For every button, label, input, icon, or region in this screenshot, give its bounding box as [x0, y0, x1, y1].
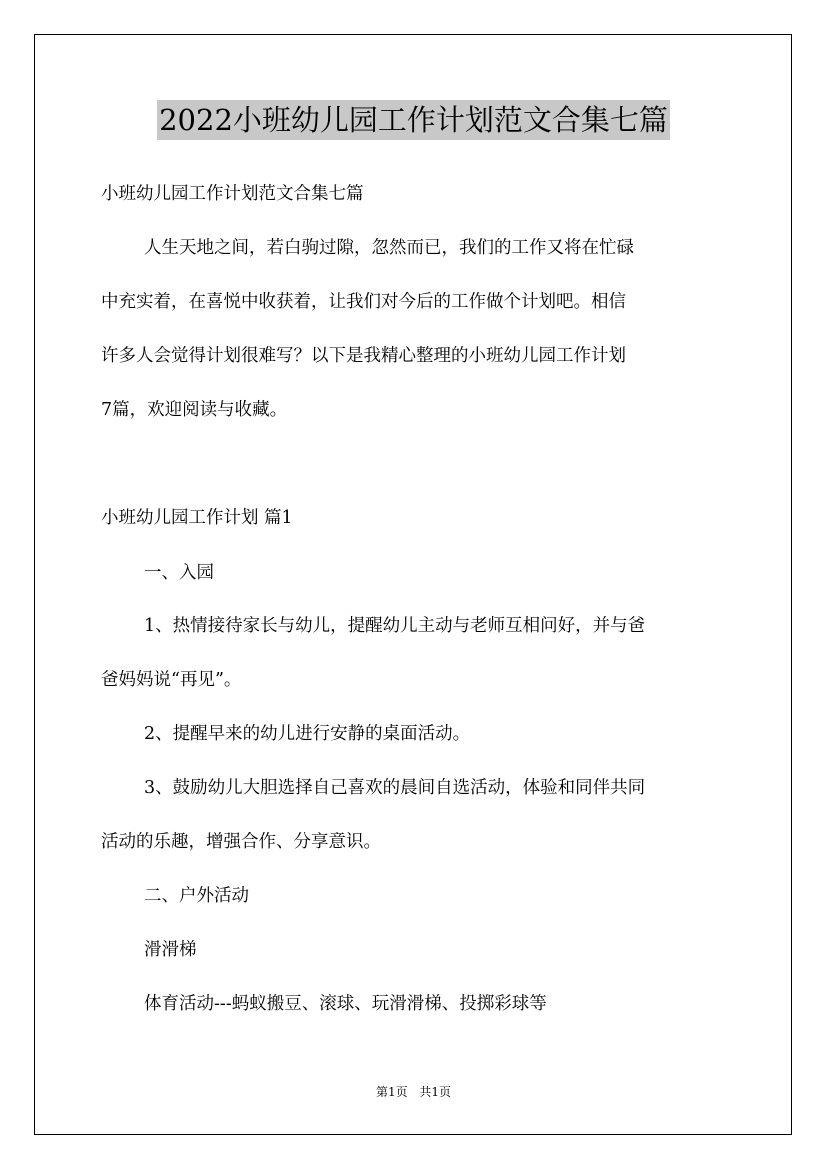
paragraph-line: 中充实着，在喜悦中收获着，让我们对今后的工作做个计划吧。相信	[101, 292, 626, 312]
section-heading: 小班幼儿园工作计划 篇1	[101, 508, 293, 528]
subtitle-line: 小班幼儿园工作计划范文合集七篇	[101, 184, 364, 204]
page-number-total: 共1页	[419, 1085, 452, 1099]
paragraph-line: 3、鼓励幼儿大胆选择自己喜欢的晨间自选活动，体验和同伴共同	[144, 778, 646, 798]
paragraph-line: 爸妈妈说“再见”。	[101, 670, 242, 690]
paragraph-line: 2、提醒早来的幼儿进行安静的桌面活动。	[144, 724, 471, 744]
subsection-heading: 一、入园	[144, 563, 214, 583]
paragraph-line: 活动的乐趣，增强合作、分享意识。	[101, 832, 381, 852]
paragraph-line: 体育活动---蚂蚁搬豆、滚球、玩滑滑梯、投掷彩球等	[144, 994, 547, 1014]
page-number-current: 第1页	[375, 1085, 408, 1099]
document-title: 2022小班幼儿园工作计划范文合集七篇	[157, 100, 670, 140]
paragraph-line: 滑滑梯	[144, 940, 197, 960]
subsection-heading: 二、户外活动	[144, 886, 249, 906]
paragraph-line: 7篇，欢迎阅读与收藏。	[101, 400, 288, 420]
paragraph-line: 许多人会觉得计划很难写？以下是我精心整理的小班幼儿园工作计划	[101, 346, 626, 366]
page-footer	[0, 1084, 827, 1100]
title-container	[0, 100, 827, 140]
paragraph-line: 1、热情接待家长与幼儿，提醒幼儿主动与老师互相问好，并与爸	[144, 616, 646, 636]
paragraph-line: 人生天地之间，若白驹过隙，忽然而已，我们的工作又将在忙碌	[144, 238, 634, 258]
